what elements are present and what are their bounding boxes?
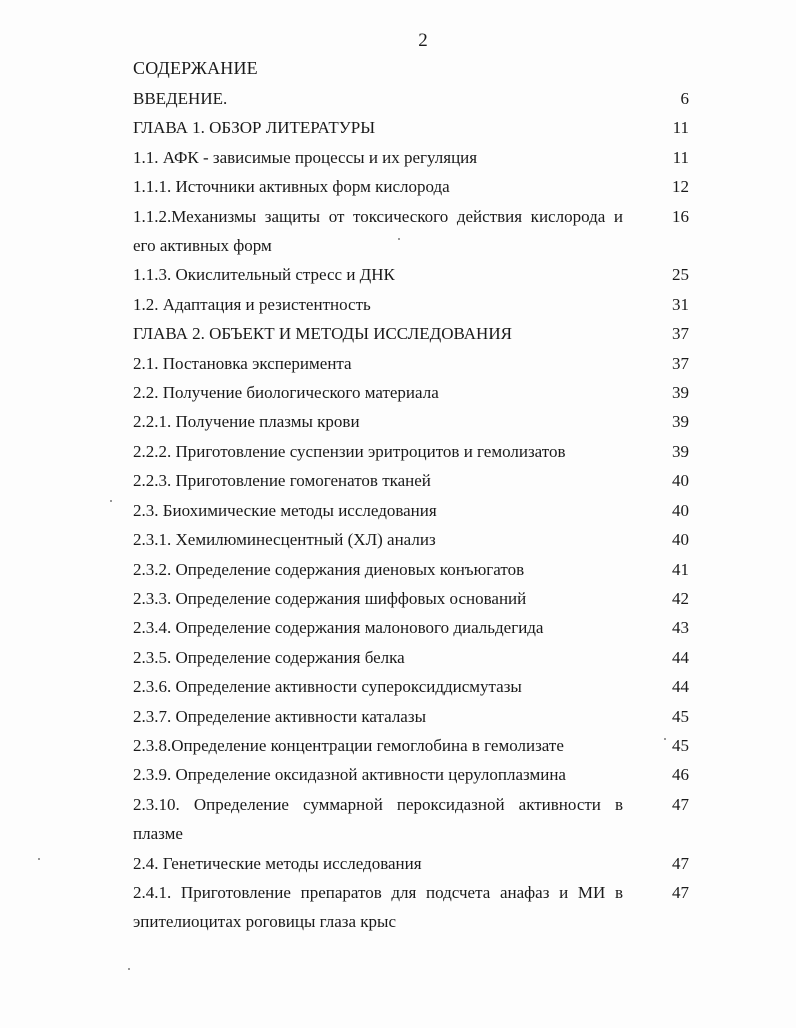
toc-entry-page: 40 xyxy=(672,471,689,491)
toc-entry-1-1 xyxy=(133,143,693,172)
toc-entry-chapter-1 xyxy=(133,113,693,142)
toc-entry-2-3-9 xyxy=(133,760,693,789)
toc-entry-2-3-6 xyxy=(133,672,693,701)
toc-entry-page: 39 xyxy=(672,383,689,403)
toc-entry-text: 2.3.10. Определение суммарной пероксидазной активности в плазме xyxy=(133,794,623,844)
toc-entry-page: 47 xyxy=(672,794,689,814)
scan-speck xyxy=(128,968,130,970)
toc-entry-page: 31 xyxy=(672,294,689,314)
toc-entry-page: 47 xyxy=(672,853,689,873)
toc-entry-2-2-3 xyxy=(133,466,693,495)
toc-entry-text: 2.2.3. Приготовление гомогенатов тканей xyxy=(133,471,431,491)
toc-entry-2-2-2 xyxy=(133,437,693,466)
toc-entry-text: 2.4. Генетические методы исследования xyxy=(133,853,422,873)
toc-entry-text: 2.2.1. Получение плазмы крови xyxy=(133,412,360,432)
toc-entry-text: 1.2. Адаптация и резистентность xyxy=(133,294,371,314)
toc-entry-text: 2.3.7. Определение активности каталазы xyxy=(133,706,426,726)
toc-entry-page: 37 xyxy=(672,353,689,373)
toc-entry-page: 6 xyxy=(680,89,689,108)
toc-entry-page: 45 xyxy=(672,735,689,755)
toc-entry-text: 2.2. Получение биологического материала xyxy=(133,383,439,403)
toc-entry-text: 2.3.2. Определение содержания диеновых конъюгатов xyxy=(133,559,525,579)
scan-speck xyxy=(398,238,400,240)
toc-entry-page: 41 xyxy=(672,559,689,579)
toc-entry-text: ГЛАВА 1. ОБЗОР ЛИТЕРАТУРЫ xyxy=(133,118,376,138)
toc-entry-page: 40 xyxy=(672,530,689,550)
toc-entry-2-4-1 xyxy=(133,878,693,937)
toc-entry-text: 2.3.4. Определение содержания малонового диальдегида xyxy=(133,618,544,638)
toc-entry-page: 39 xyxy=(672,441,689,461)
toc-entry-text: 2.1. Постановка эксперимента xyxy=(133,353,352,373)
toc-entry-1-2 xyxy=(133,290,693,319)
toc-entry-page: 12 xyxy=(672,177,689,197)
toc-entry-introduction xyxy=(133,84,693,113)
scan-speck xyxy=(664,738,666,740)
toc-entry-text: 1.1.2.Механизмы защиты от токсического действия кислорода и его активных форм xyxy=(133,206,623,256)
toc-title: СОДЕРЖАНИЕ xyxy=(133,58,258,78)
page-number: 2 xyxy=(418,30,428,51)
toc-entry-2-3-8 xyxy=(133,731,693,760)
toc-entry-1-1-1 xyxy=(133,172,693,201)
toc-entry-text: 2.3.1. Хемилюминесцентный (ХЛ) анализ xyxy=(133,530,436,550)
toc-entry-2-3-5 xyxy=(133,643,693,672)
toc-entry-chapter-2 xyxy=(133,319,693,348)
toc-entry-2-4 xyxy=(133,849,693,878)
toc-entry-page: 16 xyxy=(672,206,689,226)
toc-entry-page: 47 xyxy=(672,882,689,902)
toc-entry-page: 43 xyxy=(672,618,689,638)
toc-entry-text: 2.3.9. Определение оксидазной активности церулоплазмина xyxy=(133,765,566,785)
toc-entry-page: 44 xyxy=(672,677,689,697)
toc-entry-text: 2.3. Биохимические методы исследования xyxy=(133,500,437,520)
toc-entry-page: 40 xyxy=(672,500,689,520)
toc-entry-2-1 xyxy=(133,349,693,378)
scan-speck xyxy=(110,500,112,502)
toc-entry-2-3-2 xyxy=(133,555,693,584)
toc-entry-page: 25 xyxy=(672,265,689,285)
toc-entry-page: 37 xyxy=(672,324,689,344)
toc-entry-text: 2.2.2. Приготовление суспензии эритроцитов и гемолизатов xyxy=(133,441,566,461)
toc-entry-text: 1.1. АФК - зависимые процессы и их регуляция xyxy=(133,147,478,167)
toc-entry-page: 11 xyxy=(672,118,689,138)
toc-entry-2-2 xyxy=(133,378,693,407)
toc-entry-page: 39 xyxy=(672,412,689,432)
toc-entry-text: 2.3.3. Определение содержания шиффовых оснований xyxy=(133,588,527,608)
toc-entry-page: 45 xyxy=(672,706,689,726)
toc-entry-2-3 xyxy=(133,496,693,525)
toc-entry-page: 42 xyxy=(672,588,689,608)
toc-entry-2-2-1 xyxy=(133,407,693,436)
toc-entry-text: 2.3.5. Определение содержания белка xyxy=(133,647,405,667)
toc-entry-1-1-2 xyxy=(133,202,693,261)
toc-entry-2-3-1 xyxy=(133,525,693,554)
toc-entry-page: 46 xyxy=(672,765,689,785)
toc-entry-text: ВВЕДЕНИЕ. xyxy=(133,89,228,108)
scan-speck xyxy=(38,858,40,860)
toc-entry-2-3-3 xyxy=(133,584,693,613)
toc-entry-1-1-3 xyxy=(133,260,693,289)
table-of-contents xyxy=(133,84,693,937)
toc-entry-text: 2.3.8.Определение концентрации гемоглобина в гемолизате xyxy=(133,735,564,755)
toc-entry-text: 2.3.6. Определение активности супероксиддисмутазы xyxy=(133,677,522,697)
toc-entry-text: 1.1.3. Окислительный стресс и ДНК xyxy=(133,265,395,285)
toc-entry-page: 44 xyxy=(672,647,689,667)
toc-entry-2-3-4 xyxy=(133,613,693,642)
toc-entry-text: 2.4.1. Приготовление препаратов для подсчета анафаз и МИ в эпителиоцитах роговицы глаза крыс xyxy=(133,882,623,932)
toc-entry-2-3-7 xyxy=(133,702,693,731)
toc-entry-2-3-10 xyxy=(133,790,693,849)
toc-entry-text: 1.1.1. Источники активных форм кислорода xyxy=(133,177,450,197)
toc-entry-page: 11 xyxy=(672,147,689,167)
toc-entry-text: ГЛАВА 2. ОБЪЕКТ И МЕТОДЫ ИССЛЕДОВАНИЯ xyxy=(133,324,512,344)
